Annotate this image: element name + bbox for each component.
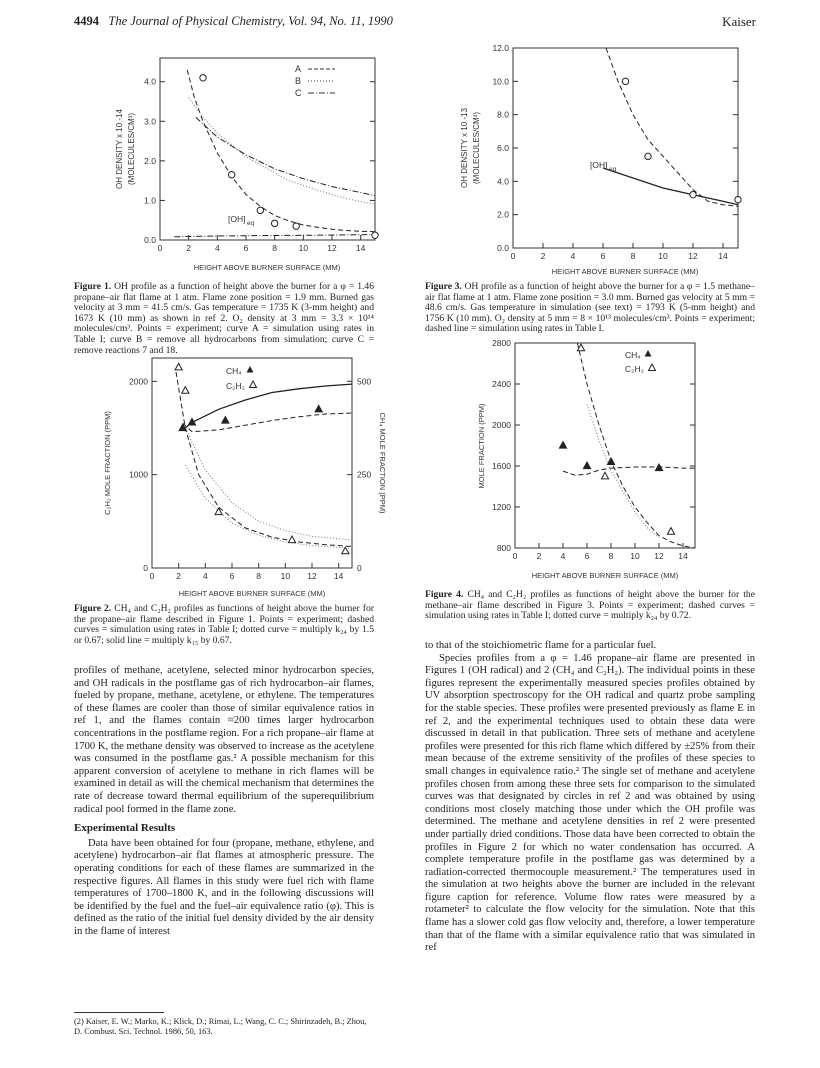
- figure-3-caption: Figure 3. OH profile as a function of height above the burner for a φ = 1.5 methane–air flat flame at 1 atm. Flame zone position = 3.0 mm. Burned gas velocity at 5 mm = 48.6 cm/s. Gas temperature in simulation (see text) = 1793 K (5-mm height) and 1756 K (10 mm). O₂ density at 5 mm = 8 × 10¹³ molecules/cm³. Points = experiment; dashed line = simulation using rates in Table I.: [425, 281, 755, 335]
- x-tick-label: 10: [298, 243, 309, 253]
- x-tick-label: 8: [630, 251, 636, 261]
- y-axis-label: OH DENSITY x 10 -14: [115, 109, 124, 189]
- data-point-filled-triangle: [559, 442, 566, 449]
- y-tick-label: 1200: [492, 502, 511, 512]
- x-tick-label: 0: [157, 243, 163, 253]
- data-point-open-triangle: [175, 363, 182, 370]
- series-line: [189, 98, 375, 205]
- y-tick-label: 4.0: [497, 176, 509, 187]
- data-point-circle: [645, 153, 651, 159]
- footnote: (2) Kaiser, E. W.; Marko, K.; Klick, D.; Rimai, L.; Wang, C. C.; Shirinzadeh, B.; Zhou, D. Combust. Sci. Technol. 1986, 50, 163.: [74, 1017, 367, 1036]
- figure-3-label: Figure 3.: [425, 281, 462, 292]
- legend-ch4-marker: [247, 366, 254, 373]
- data-point-circle: [200, 75, 206, 81]
- left-column-text: [74, 665, 374, 938]
- x-tick-label: 8: [272, 243, 278, 253]
- y-tick-label: 3.0: [144, 116, 156, 127]
- y-axis-label-right: CH₄ MOLE FRACTION (PPM): [378, 412, 387, 514]
- data-point-circle: [372, 232, 378, 238]
- series-line: [587, 405, 659, 538]
- header-author: Kaiser: [722, 14, 756, 29]
- x-tick-label: 4: [570, 251, 576, 261]
- x-tick-label: 12: [307, 571, 317, 581]
- series-line: [183, 413, 352, 432]
- y-tick-label: 800: [496, 543, 511, 553]
- y-tick-label: 0.0: [497, 243, 509, 253]
- figure-4-label: Figure 4.: [425, 589, 464, 600]
- x-tick-label: 4: [560, 551, 566, 561]
- plot-frame: [160, 58, 375, 240]
- right-paragraph-2: Species profiles from a φ = 1.46 propane–air flame are presented in Figures 1 (OH radical) and 2 (CH₄ and C₂H₂). The individual points in these figures represent the experimentally measured species profiles obtained by UV absorption spectroscopy for the OH radical and quartz probe sampling for the stable species. These profiles were presented previously as flame E in ref 2, and the experimental techniques used to obtain these data were discussed in detail in that publication. Three sets of methane and acetylene profiles were presented for this rich flame which differed by ±25% from their mean because of the extreme sensitivity of the profiles of these species to small changes in equivalence ratio.² The single set of methane and acetylene profiles chosen from among these three sets for comparison to the simulated curves was that designated by circles in ref 2 and was obtained by using conditions most closely matching those under which the OH profile was determined. The methane and acetylene densities in ref 2 were presented under partially dried conditions. Those data have been corrected to obtain the profiles in Figure 2 for which no water condensation has occurred. A complete temperature profile in the postflame gas was determined by a radiation-corrected thermocouple measurement.² The temperatures used in the simulation at two heights above the burner are included in the relevant figure caption for reference. Volume flow rates were measured by a rotameter² to calculate the flow velocity for the simulation. Note that this flame has a slower cold gas flow velocity and, therefore, a lower temperature than that of the flame with a similar equivalence ratio that was simulated in ref: [425, 652, 755, 954]
- figure-4-chart: [470, 338, 720, 588]
- figure-2-chart: [90, 350, 390, 600]
- legend-label: C: [295, 88, 302, 98]
- y-tick-label: 1600: [492, 461, 511, 471]
- data-point-filled-triangle: [222, 417, 229, 424]
- x-tick-label: 4: [214, 243, 220, 253]
- x-tick-label: 12: [654, 551, 664, 561]
- eq-subscript: eq: [247, 220, 255, 227]
- series-line: [185, 428, 352, 540]
- footnote-block: [74, 1012, 374, 1037]
- legend-label: B: [295, 76, 302, 86]
- data-point-open-triangle: [182, 387, 189, 394]
- series-line: [606, 48, 738, 206]
- legend-c2h2-marker: [250, 381, 257, 388]
- x-tick-label: 12: [327, 243, 337, 253]
- figure-3-chart: [455, 40, 755, 278]
- data-point-filled-triangle: [583, 462, 590, 469]
- x-tick-label: 0: [512, 551, 518, 561]
- x-tick-label: 14: [355, 243, 366, 253]
- x-tick-label: 8: [608, 551, 614, 561]
- data-point-filled-triangle: [315, 405, 322, 412]
- series-line: [176, 372, 352, 547]
- legend-c2h2: C₂H₂: [625, 364, 644, 374]
- data-point-open-triangle: [667, 528, 674, 535]
- x-tick-label: 6: [584, 551, 590, 561]
- y-tick-label: 2400: [492, 379, 511, 389]
- legend-label: A: [295, 64, 302, 74]
- right-column-text: [425, 640, 755, 955]
- legend-c2h2: C₂H₂: [226, 381, 245, 391]
- y2-tick-label: 250: [357, 469, 372, 480]
- data-point-circle: [257, 207, 263, 213]
- y-tick-label: 2800: [492, 338, 511, 348]
- experimental-paragraph: Data have been obtained for four (propane, methane, ethylene, and acetylene) hydrocarbon–air flat flames at atmospheric pressure. The operating conditions for each of these flames are summarized in the respective figures. All flames in this study were fuel rich with flame temperatures of 1700–1800 K, and in the following discussions will be identified by the fuel and the fuel–air equivalence ratio (φ). This is defined as the ratio of the initial fuel density divided by the air density in the flame of interest: [74, 837, 374, 937]
- x-tick-label: 2: [536, 551, 542, 561]
- data-point-circle: [228, 172, 234, 178]
- y-tick-label: 1000: [129, 469, 148, 480]
- y-tick-label: 2.0: [144, 155, 156, 166]
- data-point-circle: [622, 78, 628, 84]
- series-line: [196, 117, 375, 195]
- figure-4-caption: Figure 4. CH₄ and C₂H₂ profiles as functions of height above the burner for the methane–air flame described in Figure 3. Points = experiment; dashed curves = simulation using rates in Table I; dotted curve = multiply k₂₄ by 0.72.: [425, 589, 755, 622]
- legend-ch4: CH₄: [625, 350, 641, 360]
- data-point-open-triangle: [601, 472, 608, 479]
- y-tick-label: 0: [143, 563, 148, 573]
- y-tick-label: 6.0: [497, 143, 509, 153]
- y-axis-label-left: C₂H₂ MOLE FRACTION (PPM): [103, 411, 112, 515]
- x-tick-label: 4: [202, 571, 208, 581]
- footnote-rule: [74, 1012, 164, 1013]
- y-tick-label: 10.0: [492, 76, 509, 87]
- section-heading: Experimental Results: [74, 822, 176, 835]
- figure-1-chart: [110, 48, 400, 278]
- figure-1-caption: Figure 1. OH profile as a function of height above the burner for a φ = 1.46 propane–air flat flame at 1 atm. Flame zone position = 1.9 mm. Burned gas velocity at 3 mm = 41.5 cm/s. Gas temperature = 1735 K (3-mm height) and 1673 K (10 mm) as shown in ref 2. O₂ density at 3 mm = 3.3 × 10¹⁴ molecules/cm³. Points = experiment; curve A = simulation using rates in Table I; curve B = remove all hydrocarbons from simulation; curve C = remove reactions 7 and 18.: [74, 281, 374, 356]
- y2-tick-label: 500: [357, 376, 372, 387]
- y-tick-label: 2000: [492, 420, 511, 430]
- y-tick-label: 0.0: [144, 235, 156, 245]
- x-tick-label: 10: [630, 551, 640, 561]
- y-tick-label: 2.0: [497, 209, 509, 220]
- plot-frame: [152, 358, 352, 568]
- data-point-circle: [735, 196, 741, 202]
- x-tick-label: 10: [658, 251, 668, 261]
- x-axis-label: HEIGHT ABOVE BURNER SURFACE (MM): [178, 589, 326, 598]
- x-axis-label: HEIGHT ABOVE BURNER SURFACE (MM): [193, 263, 341, 272]
- y-tick-label: 2000: [129, 376, 148, 387]
- legend-ch4: CH₄: [226, 366, 242, 376]
- eq-label: [OH]: [590, 160, 608, 170]
- plot-frame: [515, 343, 695, 548]
- y-axis-label-units: (MOLECULES/CM³): [127, 112, 136, 186]
- x-tick-label: 8: [256, 571, 262, 581]
- x-tick-label: 14: [678, 551, 688, 561]
- x-tick-label: 6: [243, 243, 249, 253]
- data-point-circle: [293, 223, 299, 229]
- x-tick-label: 14: [333, 571, 344, 581]
- data-point-open-triangle: [288, 536, 295, 543]
- y-axis-label: OH DENSITY x 10 -13: [460, 108, 469, 188]
- legend-c2h2-marker: [649, 364, 656, 371]
- x-tick-label: 2: [540, 251, 546, 261]
- series-line: [563, 467, 695, 475]
- x-tick-label: 2: [176, 571, 182, 581]
- figure-2-label: Figure 2.: [74, 603, 112, 614]
- x-axis-label: HEIGHT ABOVE BURNER SURFACE (MM): [551, 267, 699, 276]
- y-tick-label: 4.0: [144, 76, 156, 87]
- eq-subscript: eq: [609, 166, 617, 173]
- eq-label: [OH]: [228, 214, 246, 224]
- data-point-circle: [271, 220, 277, 226]
- running-header: [74, 14, 393, 29]
- x-tick-label: 10: [280, 571, 291, 581]
- data-point-filled-triangle: [607, 458, 614, 465]
- journal-name: The Journal of Physical Chemistry, Vol. 94, No. 11, 1990: [108, 14, 393, 28]
- right-paragraph-1: to that of the stoichiometric flame for a particular fuel.: [425, 640, 657, 651]
- x-tick-label: 12: [688, 251, 698, 261]
- x-tick-label: 6: [229, 571, 235, 581]
- y-tick-label: 1.0: [144, 195, 156, 206]
- y-axis-label-units: (MOLECULES/CM³): [472, 111, 481, 185]
- data-point-circle: [690, 191, 696, 197]
- figure-2-caption: Figure 2. CH₄ and C₂H₂ profiles as functions of height above the burner for the propane–air flame described in Figure 1. Points = experiment; dashed curves = simulation using rates in Table I; dotted curve = multiply k₂₄ by 1.5 or 0.67; solid line = multiply k₁₅ by 0.67.: [74, 603, 374, 646]
- intro-paragraph: profiles of methane, acetylene, selected minor hydrocarbon species, and OH radicals in the postflame gas of rich hydrocarbon–air flames, fueled by propane, methane, acetylene, or ethylene. The temperatures of these flames are cooler than those of similar equivalence ratios in ref 1, and the flames contain ≈200 times larger hydrocarbon concentrations in the postflame region. For a rich propane–air flame at 1700 K, the methane density was observed to increase as the acetylene was consumed in the postflame gas.² A possible mechanism for this apparent conversion of acetylene to methane in rich flames will be examined in detail as will the chemical mechanism that determines the rate of decrease toward thermal equilibrium of the superequilibrium radical pool formed in the flame zone.: [74, 665, 374, 815]
- y2-tick-label: 0: [357, 563, 362, 573]
- x-tick-label: 0: [510, 251, 516, 261]
- series-line: [187, 70, 375, 232]
- y-tick-label: 12.0: [492, 43, 509, 53]
- x-tick-label: 14: [718, 251, 728, 261]
- y-axis-label: MOLE FRACTION (PPM): [477, 403, 486, 489]
- x-tick-label: 2: [186, 243, 192, 253]
- series-line: [603, 168, 738, 205]
- page-number: 4494: [74, 14, 99, 28]
- x-tick-label: 6: [600, 251, 606, 261]
- legend-ch4-marker: [645, 350, 652, 357]
- x-axis-label: HEIGHT ABOVE BURNER SURFACE (MM): [531, 571, 679, 580]
- x-tick-label: 0: [149, 571, 155, 581]
- y-tick-label: 8.0: [497, 109, 509, 120]
- figure-1-label: Figure 1.: [74, 281, 112, 292]
